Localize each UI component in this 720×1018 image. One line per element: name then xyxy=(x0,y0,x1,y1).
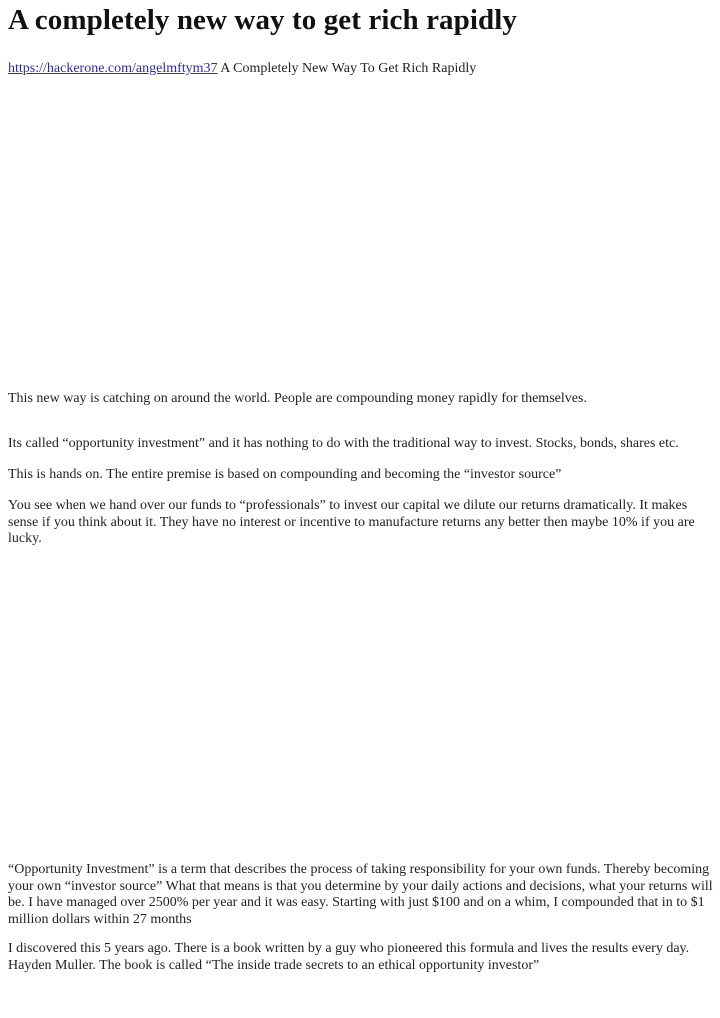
paragraph-4: You see when we hand over our funds to “professionals” to invest our capital we dilute our returns dramatically. It makes sense if you think about it. They have no interest or incentive to manufacture returns any better then maybe 10% if you are lucky. xyxy=(8,498,695,546)
paragraph-2: Its called “opportunity investment” and it has nothing to do with the traditional way to invest. Stocks, bonds, shares etc. xyxy=(8,436,679,451)
paragraph-3: This is hands on. The entire premise is based on compounding and becoming the “investor source” xyxy=(8,467,562,482)
source-link[interactable]: https://hackerone.com/angelmftym37 xyxy=(8,61,218,76)
source-line xyxy=(8,60,476,77)
embedded-media-area-2 xyxy=(0,550,720,856)
paragraph-1: This new way is catching on around the world. People are compounding money rapidly for themselves. xyxy=(8,391,587,406)
source-caption: A Completely New Way To Get Rich Rapidly xyxy=(220,61,477,76)
paragraph-5: “Opportunity Investment” is a term that describes the process of taking responsibility for your own funds. Thereby becoming your own “investor source” What that means is that you determine by your daily actions and decisions, what your returns will be. I have managed over 2500% per year and it was easy. Starting with just $100 and on a whim, I compounded that in to $1 million dollars within 27 months xyxy=(8,862,713,927)
embedded-media-area xyxy=(0,82,720,388)
page-title: A completely new way to get rich rapidly xyxy=(8,4,518,36)
paragraph-6: I discovered this 5 years ago. There is a book written by a guy who pioneered this formula and lives the results every day. Hayden Muller. The book is called “The inside trade secrets to an ethical opportunity investor” xyxy=(8,941,690,973)
